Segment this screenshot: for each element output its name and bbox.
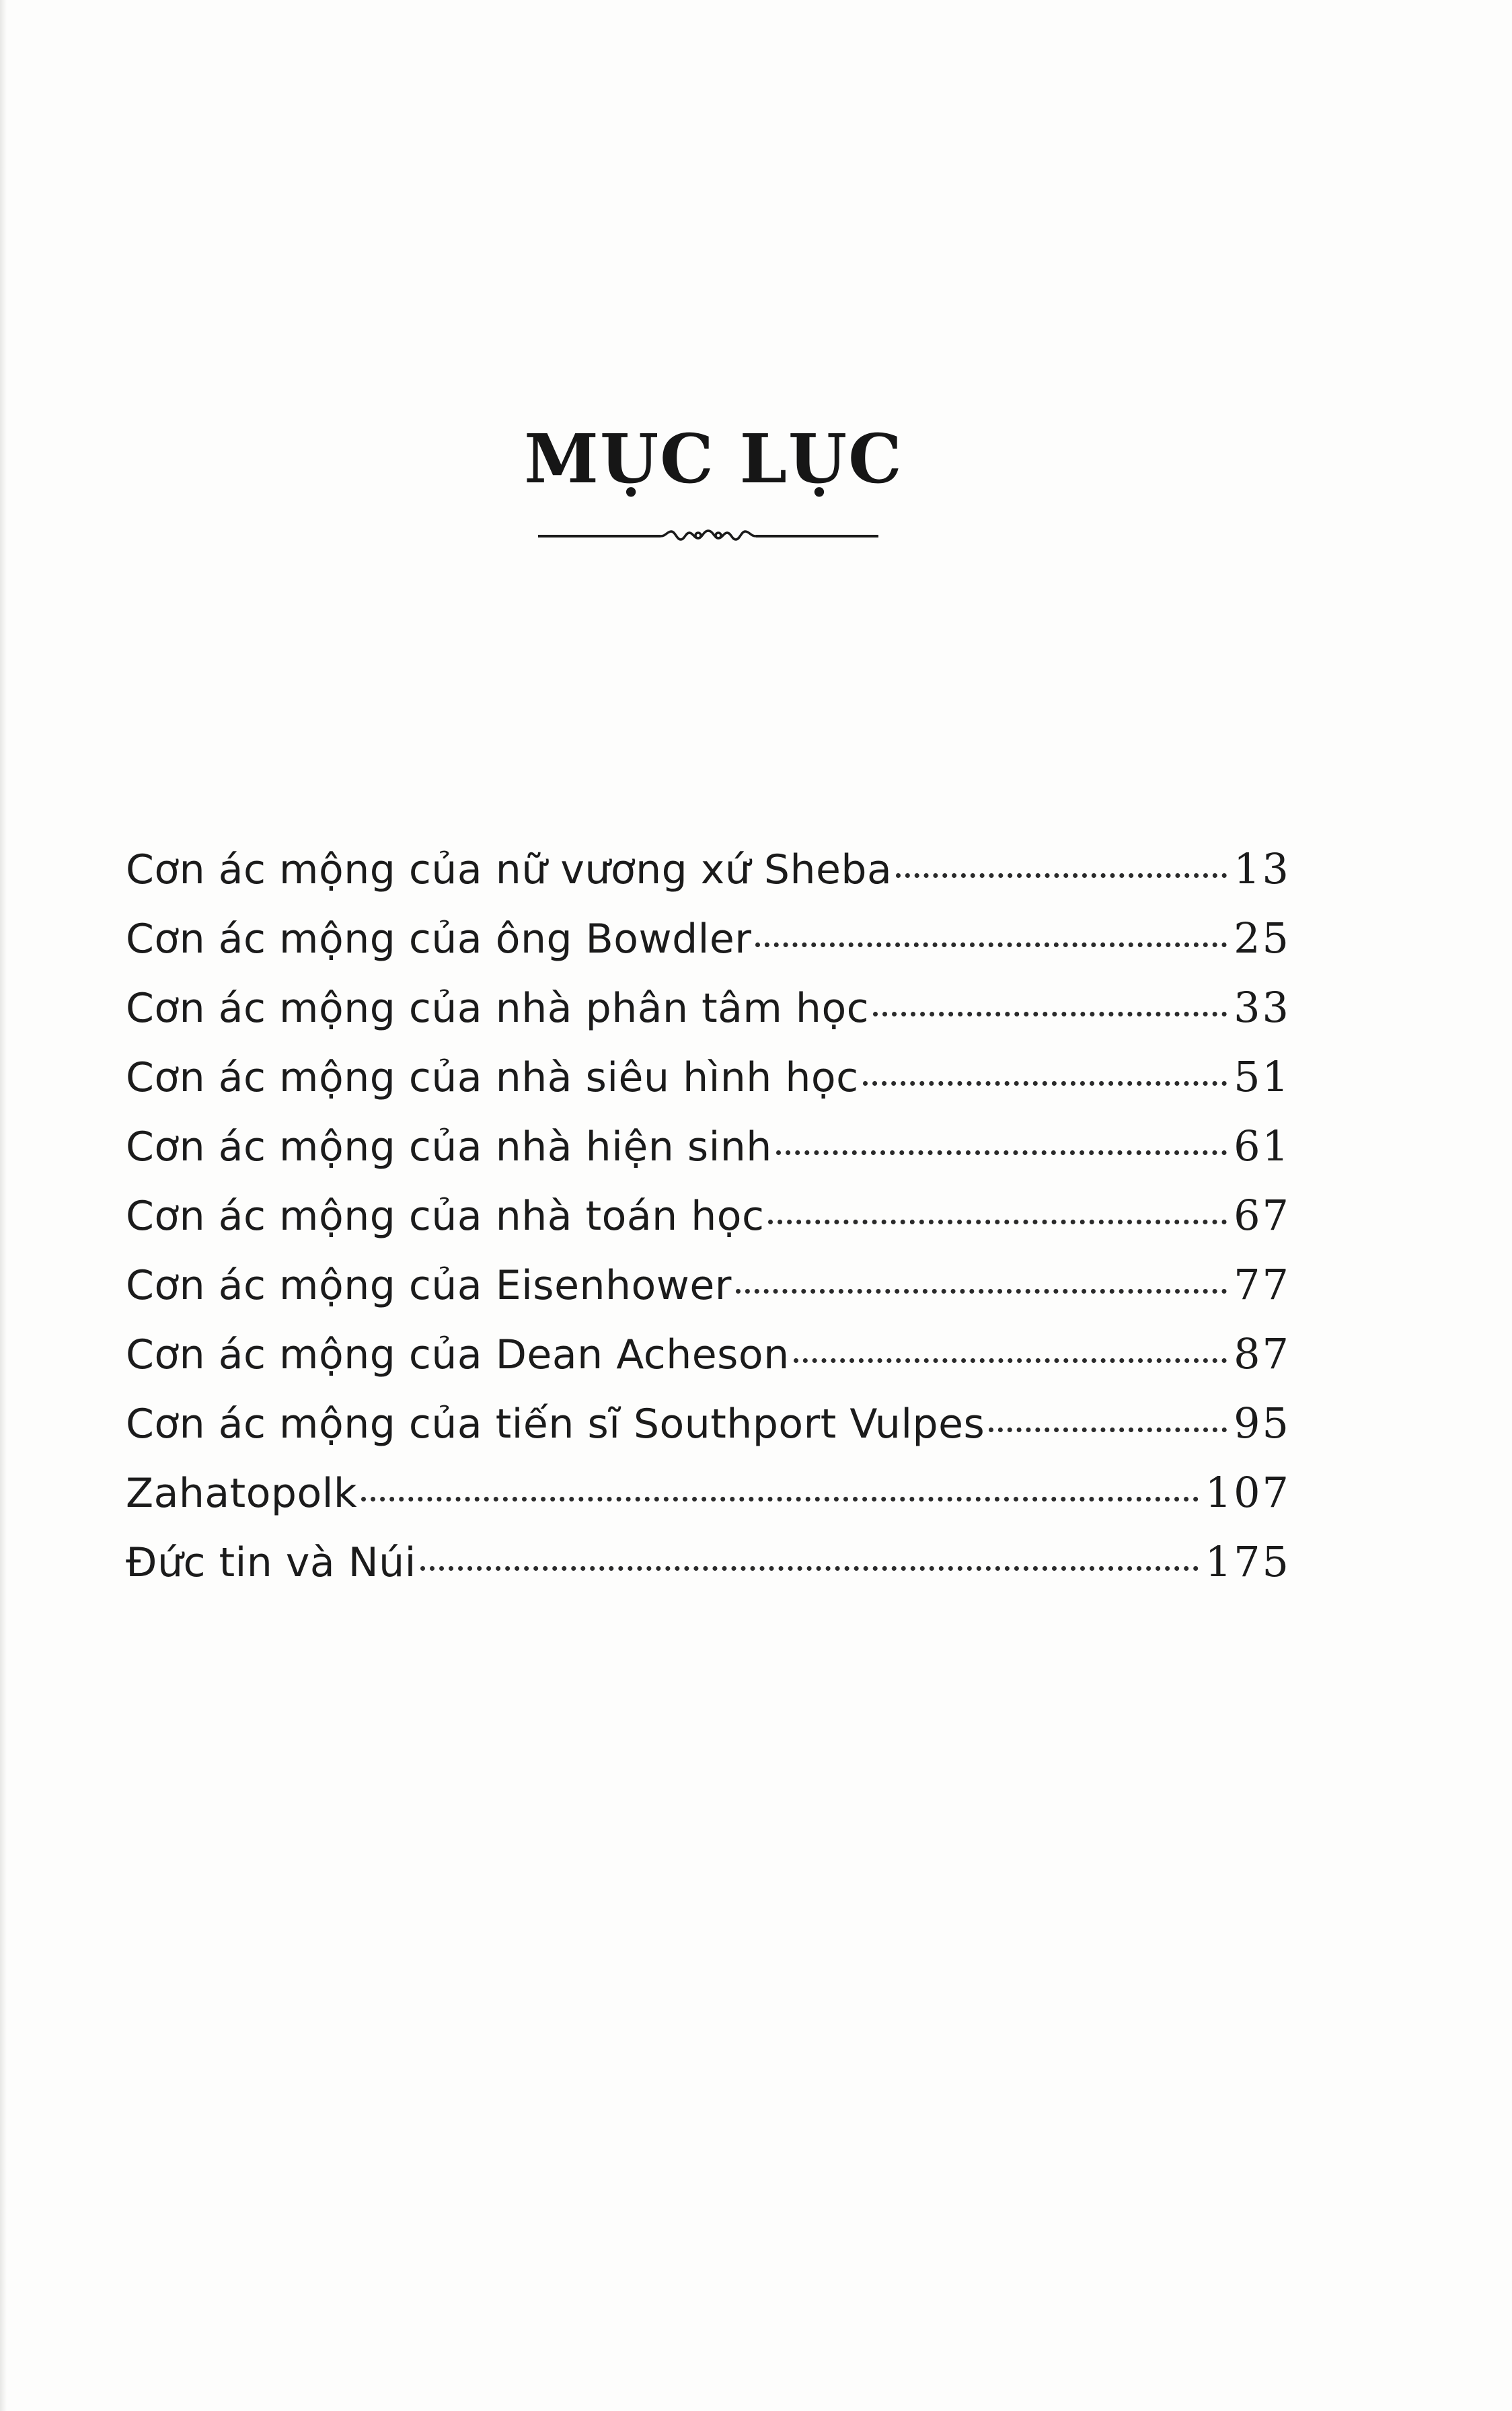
toc-entry-page: 107 [1205,1468,1291,1517]
dot-leader [736,1289,1227,1294]
dot-leader [776,1150,1227,1155]
page-title: MỤC LỤC [524,419,903,498]
toc-entry-title: Zahatopolk [126,1470,358,1517]
toc-entry-title: Đức tin và Núi [126,1539,416,1586]
page-gutter-shadow [0,0,7,2411]
dot-leader [873,1012,1227,1016]
flourish-divider-icon [538,525,878,548]
toc-entry-page: 51 [1234,1052,1291,1101]
dot-leader [361,1497,1199,1501]
toc-entry-page: 33 [1234,983,1291,1032]
toc-entry-title: Cơn ác mộng của nhà siêu hình học [126,1054,859,1101]
toc-entry[interactable] [126,1260,1291,1329]
dot-leader [989,1427,1227,1432]
toc-entry-title: Cơn ác mộng của Eisenhower [126,1262,732,1309]
toc-entry-page: 95 [1234,1399,1291,1448]
toc-entry[interactable] [126,1121,1291,1191]
toc-entry-title: Cơn ác mộng của nhà phân tâm học [126,985,870,1032]
dot-leader [896,873,1227,878]
dot-leader [755,942,1227,947]
dot-leader [794,1358,1227,1363]
toc-entry-title: Cơn ác mộng của ông Bowdler [126,916,752,963]
dot-leader [420,1566,1199,1571]
toc-entry[interactable] [126,1052,1291,1121]
toc-entry-page: 13 [1234,844,1291,893]
dot-leader [768,1220,1227,1224]
table-of-contents [126,844,1291,1606]
toc-entry[interactable] [126,1191,1291,1260]
dot-leader [863,1081,1227,1086]
toc-entry[interactable] [126,914,1291,983]
toc-entry-title: Cơn ác mộng của Dean Acheson [126,1331,790,1378]
toc-entry-page: 67 [1234,1191,1291,1240]
toc-entry-title: Cơn ác mộng của nhà hiện sinh [126,1123,772,1171]
toc-entry-page: 77 [1234,1260,1291,1309]
toc-entry[interactable] [126,1399,1291,1468]
toc-entry-page: 61 [1234,1121,1291,1171]
toc-entry-title: Cơn ác mộng của nữ vương xứ Sheba [126,846,893,893]
toc-entry[interactable] [126,1468,1291,1537]
toc-entry[interactable] [126,1537,1291,1606]
toc-entry[interactable] [126,1329,1291,1399]
toc-entry[interactable] [126,983,1291,1052]
toc-entry-page: 25 [1234,914,1291,963]
toc-entry-page: 87 [1234,1329,1291,1378]
toc-entry[interactable] [126,844,1291,914]
toc-entry-title: Cơn ác mộng của nhà toán học [126,1193,765,1240]
toc-entry-page: 175 [1205,1537,1291,1586]
toc-entry-title: Cơn ác mộng của tiến sĩ Southport Vulpes [126,1401,985,1448]
